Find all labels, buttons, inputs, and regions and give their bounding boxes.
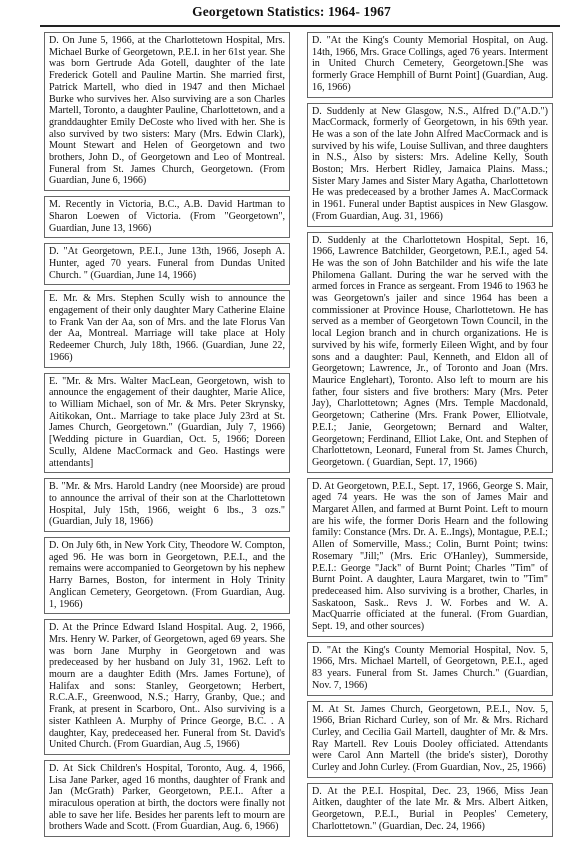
entry-burke bbox=[44, 32, 290, 191]
entry-maclean bbox=[44, 373, 290, 474]
entry-text: D. "At the King's County Memorial Hospital, on Aug. 14th, 1966, Mrs. Grace Collings, aged 76 years. Interment in United Church Cemetery, Georgetown.[She was formerly Grace Hemphill of Burnt Point] (Guardian, Aug. 16, 1966) bbox=[312, 35, 548, 93]
entry-mair bbox=[307, 478, 553, 637]
right-column bbox=[307, 32, 553, 842]
entry-text: M. At St. James Church, Georgetown, P.E.I., Nov. 5, 1966, Brian Richard Curley, son of Mr. & Mrs. Richard Curley, and Cecilia Gail Martell, daughter of Mr. & Mrs. Ray Martell. Rev Louis Dooley officiated. Attendants were Carol Ann Martell (the bride's sister), Dorothy Curley and John Curley. (From Guardian, Nov., 25, 1966) bbox=[312, 703, 548, 774]
entry-parker-henry bbox=[44, 619, 290, 755]
entry-aitken bbox=[307, 783, 553, 837]
header-rule bbox=[40, 25, 560, 27]
entry-curley bbox=[307, 701, 553, 778]
entry-text: M. Recently in Victoria, B.C., A.B. David Hartman to Sharon Loewen of Victoria. (From "Georgetown", Guardian, June 13, 1966) bbox=[49, 199, 285, 234]
entry-text: E. Mr. & Mrs. Stephen Scully wish to announce the engagement of their only daughter Mary Catherine Elaine to Frank Van der Aa, son of Mrs. and the late Florus Van der Aa, Montreal. Marriage will take place at Holy Redeemer Church, July 18th, 1966. (Guardian, June 22, 1966) bbox=[49, 293, 285, 363]
entry-text: B. "Mr. & Mrs. Harold Landry (nee Moorside) are proud to announce the arrival of their son at the Charlottetown Hospital, July 15th, 1966, weight 6 lbs., 3 ozs." (Guardian, July 18, 1966) bbox=[49, 481, 285, 528]
entry-text: D. On June 5, 1966, at the Charlottetown Hospital, Mrs. Michael Burke of Georgetown, P.E.I. in her 61st year. She was born Gertrude Ada Gotell, daughter of the late Frederick Gotell and Pauline Martin. She married first, Patrick Martell, who died in 1947 and then Michael Burke who survives her. Also surviving are a son Charles Martell, Toronto, a daughter Pauline, Charlottetown, and a granddaughter Emily DeCoste who lived with her. She is also survived by two sisters: Mary (Mrs. Edwin Clark), Mount Stewart and Helen of Georgetown and two brothers, John D., of Georgetown and Leo of Montreal. Funeral from St. James Church, Georgetown. (From Guardian, June 6, 1966) bbox=[49, 35, 285, 187]
entry-parker-lisa bbox=[44, 760, 290, 837]
left-column bbox=[44, 32, 290, 842]
entry-text: D. On July 6th, in New York City, Theodore W. Compton, aged 96. He was born in Georgetown, P.E.I., and the remains were accompanied to Georgetown by his nephew Harry Barnes, Boston, for interment in Holy Trinity Anglican Cemetery, Georgetown. (From Guardian, Aug. 1, 1966) bbox=[49, 540, 285, 610]
entry-text: D. Suddenly at the Charlottetown Hospital, Sept. 16, 1966, Lawrence Batchilder, Georgetown, P.E.I., aged 54. He was the son of John Batchilder and his wife the late Philomena Gallant. During the war he served with the armed forces in France as sergeant. From 1946 to 1963 he was Georgetown's jailer and since 1964 has been a commissioner at Province House, Charlottetown. He has served as a member of Georgetown Town Council, in the local Legion branch and in church organizations. He is survived by his wife, formerly Eileen Wight, and by four sons and a daughter: Paul, Kenneth, and Eldon all of Georgetown; Lawrence, Jr., of Toronto and Joan (Mrs. Maurice Englehart), Toronto. Also left to mourn are his father, four sisters and five brothers: Mary (Mrs. Peter Jay), Charlottetown; Agnes (Mrs. Temple Macdonald, Georgetown; Catherine (Mrs. Frank Power, Elliotvale, P.E.I.; Janie, Georgetown; Bernard and Walter, Georgetown; Ferdinand, Elliot Lake, Ont. and Stephen of Charlottetown, Leonard, Funeral from St. James Church, Georgetown. ( Guardian, Sept. 17, 1966) bbox=[312, 234, 548, 468]
entry-text: D. Suddenly at New Glasgow, N.S., Alfred D.("A.D.") MacCormack, formerly of Georgetown, in his 69th year. He was a son of the late John Alfred MacCormack and is survived by his wife, Louise Sullivan, and three daughters in N.S., Also by sisters: Mrs. Adeline Kelly, South Boston; Mrs. Herbert Ridley, Jamaica Plains. Mass.; Sister Mary James and Sister Mary Agatha, Charlottetown He was predeceased by a brother James A. MacCormack in 1961. Funeral under Baptist auspices in New Glasgow. (From Guardian, Aug. 31, 1966) bbox=[312, 105, 548, 222]
entry-maccormack bbox=[307, 103, 553, 227]
entry-collings bbox=[307, 32, 553, 98]
entry-hunter bbox=[44, 243, 290, 285]
entry-text: D. At Georgetown, P.E.I., Sept. 17, 1966, George S. Mair, aged 74 years. He was the son of James Mair and Margaret Allen, and farmed at Burnt Point. Left to mourn are his wife, the former Doris Hearn and the following family: Constance (Mrs. Dr. A. E..Ings), Montague, P.E.I.; Allen of Somerville, Mass.; Colin, Burnt Point; twins: Rosemary "Jill;" (Mrs. Eric O'Hanley), Summerside, P.E.I.: George "Jack" of Burnt Point; Charles "Tim" of Burnt Point. A daughter, Laura Margaret, twin to "Tim" predeceased him. Also surviving is a brother, Charles, in Saskatoon, Sask.. Revs J. W. Forbes and W. A. MacQuarrie officiated at the funeral. (From Guardian, Sept. 19, and other sources) bbox=[312, 480, 548, 633]
entry-scully bbox=[44, 290, 290, 367]
entry-text: D. At the Prince Edward Island Hospital. Aug. 2, 1966, Mrs. Henry W. Parker, of Georgetown, aged 69 years. She was born Jane Murphy in Georgetown and was predeceased by her husband on July 31, 1962. Left to mourn are a daughter Edith (Mrs. James Fortune), of Halifax and sons: Stanley, Georgetown; Herbert, R.C.A.F., Greenwood, N.S.; Harry, Granby, Que.; and Frank, at present in Scarboro, Ont.. Also surviving is a sister Kathleen A. Murphy of Prince George, B.C. . A daughter, Kay, predeceased her. Funeral from St. David's United Church. (From Guardian, Aug .5, 1966) bbox=[49, 622, 285, 751]
entry-text: D. "At Georgetown, P.E.I., June 13th, 1966, Joseph A. Hunter, aged 70 years. Funeral from Dundas United Church. " (Guardian, June 14, 1966) bbox=[49, 246, 285, 281]
entry-landry bbox=[44, 478, 290, 532]
entry-martell bbox=[307, 642, 553, 696]
entry-hartman bbox=[44, 196, 290, 238]
entry-text: D. "At the King's County Memorial Hospital, Nov. 5, 1966, Mrs. Michael Martell, of Georgetown, P.E.I., aged 83 years. Funeral from St. James Church." (Guardian, Nov. 7, 1966) bbox=[312, 644, 548, 691]
page-title: Georgetown Statistics: 1964- 1967 bbox=[192, 4, 391, 19]
entry-batchilder bbox=[307, 232, 553, 473]
entry-text: D. At the P.E.I. Hospital, Dec. 23, 1966, Miss Jean Aitken, daughter of the late Mr. & Mrs. Albert Aitken, Georgetown, P.E.I., Burial in Peoples' Cemetery, Charlottetown." (Guardian, Dec. 24, 1966) bbox=[312, 785, 548, 832]
entry-text: D. At Sick Children's Hospital, Toronto, Aug. 4, 1966, Lisa Jane Parker, aged 16 months, daughter of Frank and Jan (McGrath) Parker, Georgetown, P.E.I.. After a miraculous operation at birth, the doctors were finally not able to save her life. Besides her parents left to mourn are brothers Wade and Scott. (From Guardian, Aug. 6, 1966) bbox=[49, 762, 285, 833]
entry-text: E. "Mr. & Mrs. Walter MacLean, Georgetown, wish to announce the engagement of their daughter, Marie Alice, to William Michael, son of Mr. & Mrs. Peter Skrynsky, Aitikokan, Ont.. Marriage to take place July 23rd at St. James Church, Georgetown." (Guardian, July 7, 1966) [Wedding picture in Guardian, Oct. 5, 1966; Doreen Scully, Aldene MacCormack and Geo. Hastings were attendants] bbox=[49, 375, 285, 469]
entry-compton bbox=[44, 537, 290, 614]
